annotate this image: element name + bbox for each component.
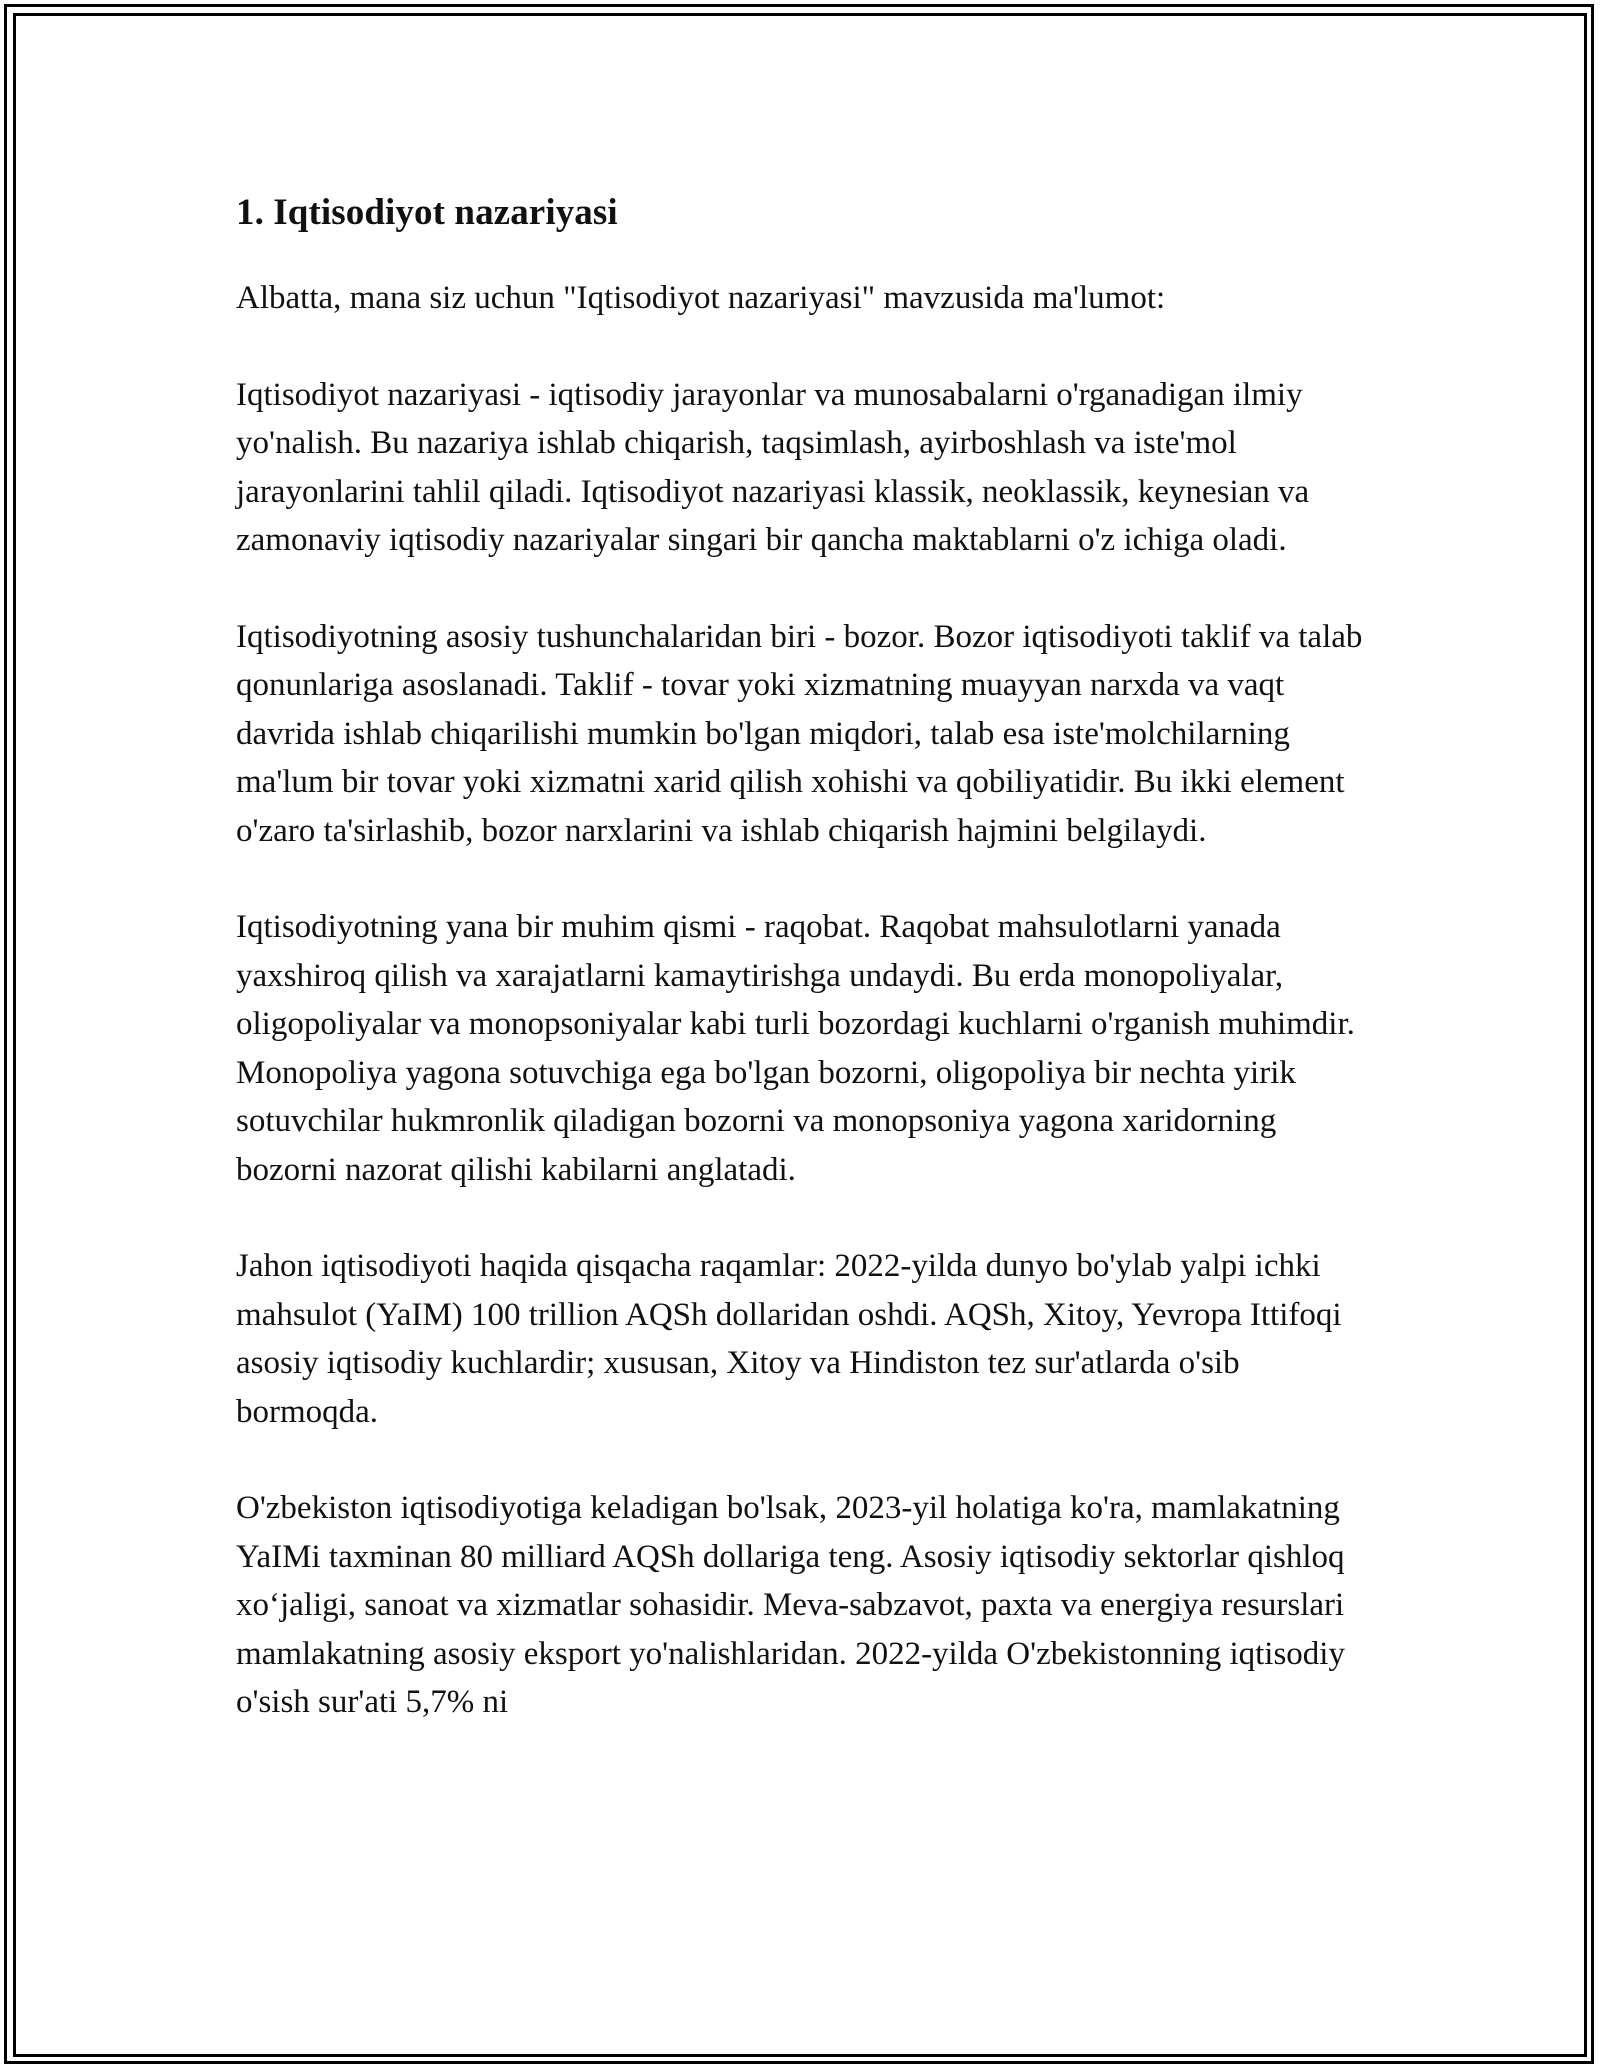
intro-paragraph: Albatta, mana siz uchun "Iqtisodiyot nazariyasi" mavzusida ma'lumot: [236,280,1166,316]
paragraph-world-economy: Jahon iqtisodiyoti haqida qisqacha raqamlar: 2022-yilda dunyo bo'ylab yalpi ichki mahsulot (YaIM) 100 trillion AQSh dollaridan oshdi. AQSh, Xitoy, Yevropa Ittifoqi asosiy iqtisodiy kuchlardir; xususan, Xitoy va Hindiston tez sur'atlarda o'sib bormoqda. [236,1248,1342,1430]
document-body [236,186,1366,1775]
paragraph-market: Iqtisodiyotning asosiy tushunchalaridan biri - bozor. Bozor iqtisodiyoti taklif va talab qonunlariga asoslanadi. Taklif - tovar yoki xizmatning muayyan narxda va vaqt davrida ishlab chiqarilishi mumkin bo'lgan miqdori, talab esa iste'molchilarning ma'lum bir tovar yoki xizmatni xarid qilish xohishi va qobiliyatidir. Bu ikki element o'zaro ta'sirlashib, bozor narxlarini va ishlab chiqarish hajmini belgilaydi. [236,618,1363,849]
paragraph-definition: Iqtisodiyot nazariyasi - iqtisodiy jarayonlar va munosabalarni o'rganadigan ilmiy yo'nalish. Bu nazariya ishlab chiqarish, taqsimlash, ayirboshlash va iste'mol jarayonlarini tahlil qiladi. Iqtisodiyot nazariyasi klassik, neoklassik, keynesian va zamonaviy iqtisodiy nazariyalar singari bir qancha maktablarni o'z ichiga oladi. [236,376,1310,558]
paragraph-uzbekistan-economy: O'zbekiston iqtisodiyotiga keladigan bo'lsak, 2023-yil holatiga ko'ra, mamlakatning YaIMi taxminan 80 milliard AQSh dollariga teng. Asosiy iqtisodiy sektorlar qishloq xo‘jaligi, sanoat va xizmatlar sohasidir. Meva-sabzavot, paxta va energiya resurslari mamlakatning asosiy eksport yo'nalishlaridan. 2022-yilda O'zbekistonning iqtisodiy o'sish sur'ati 5,7% ni [236,1490,1345,1720]
section-heading: 1. Iqtisodiyot nazariyasi [236,192,618,233]
paragraph-competition: Iqtisodiyotning yana bir muhim qismi - raqobat. Raqobat mahsulotlarni yanada yaxshiroq qilish va xarajatlarni kamaytirishga undaydi. Bu erda monopoliyalar, oligopoliyalar va monopsoniyalar kabi turli bozordagi kuchlarni o'rganish muhimdir. Monopoliya yagona sotuvchiga ega bo'lgan bozorni, oligopoliya bir nechta yirik sotuvchilar hukmronlik qiladigan bozorni va monopsoniya yagona xaridorning bozorni nazorat qilishi kabilarni anglatadi. [236,909,1355,1188]
